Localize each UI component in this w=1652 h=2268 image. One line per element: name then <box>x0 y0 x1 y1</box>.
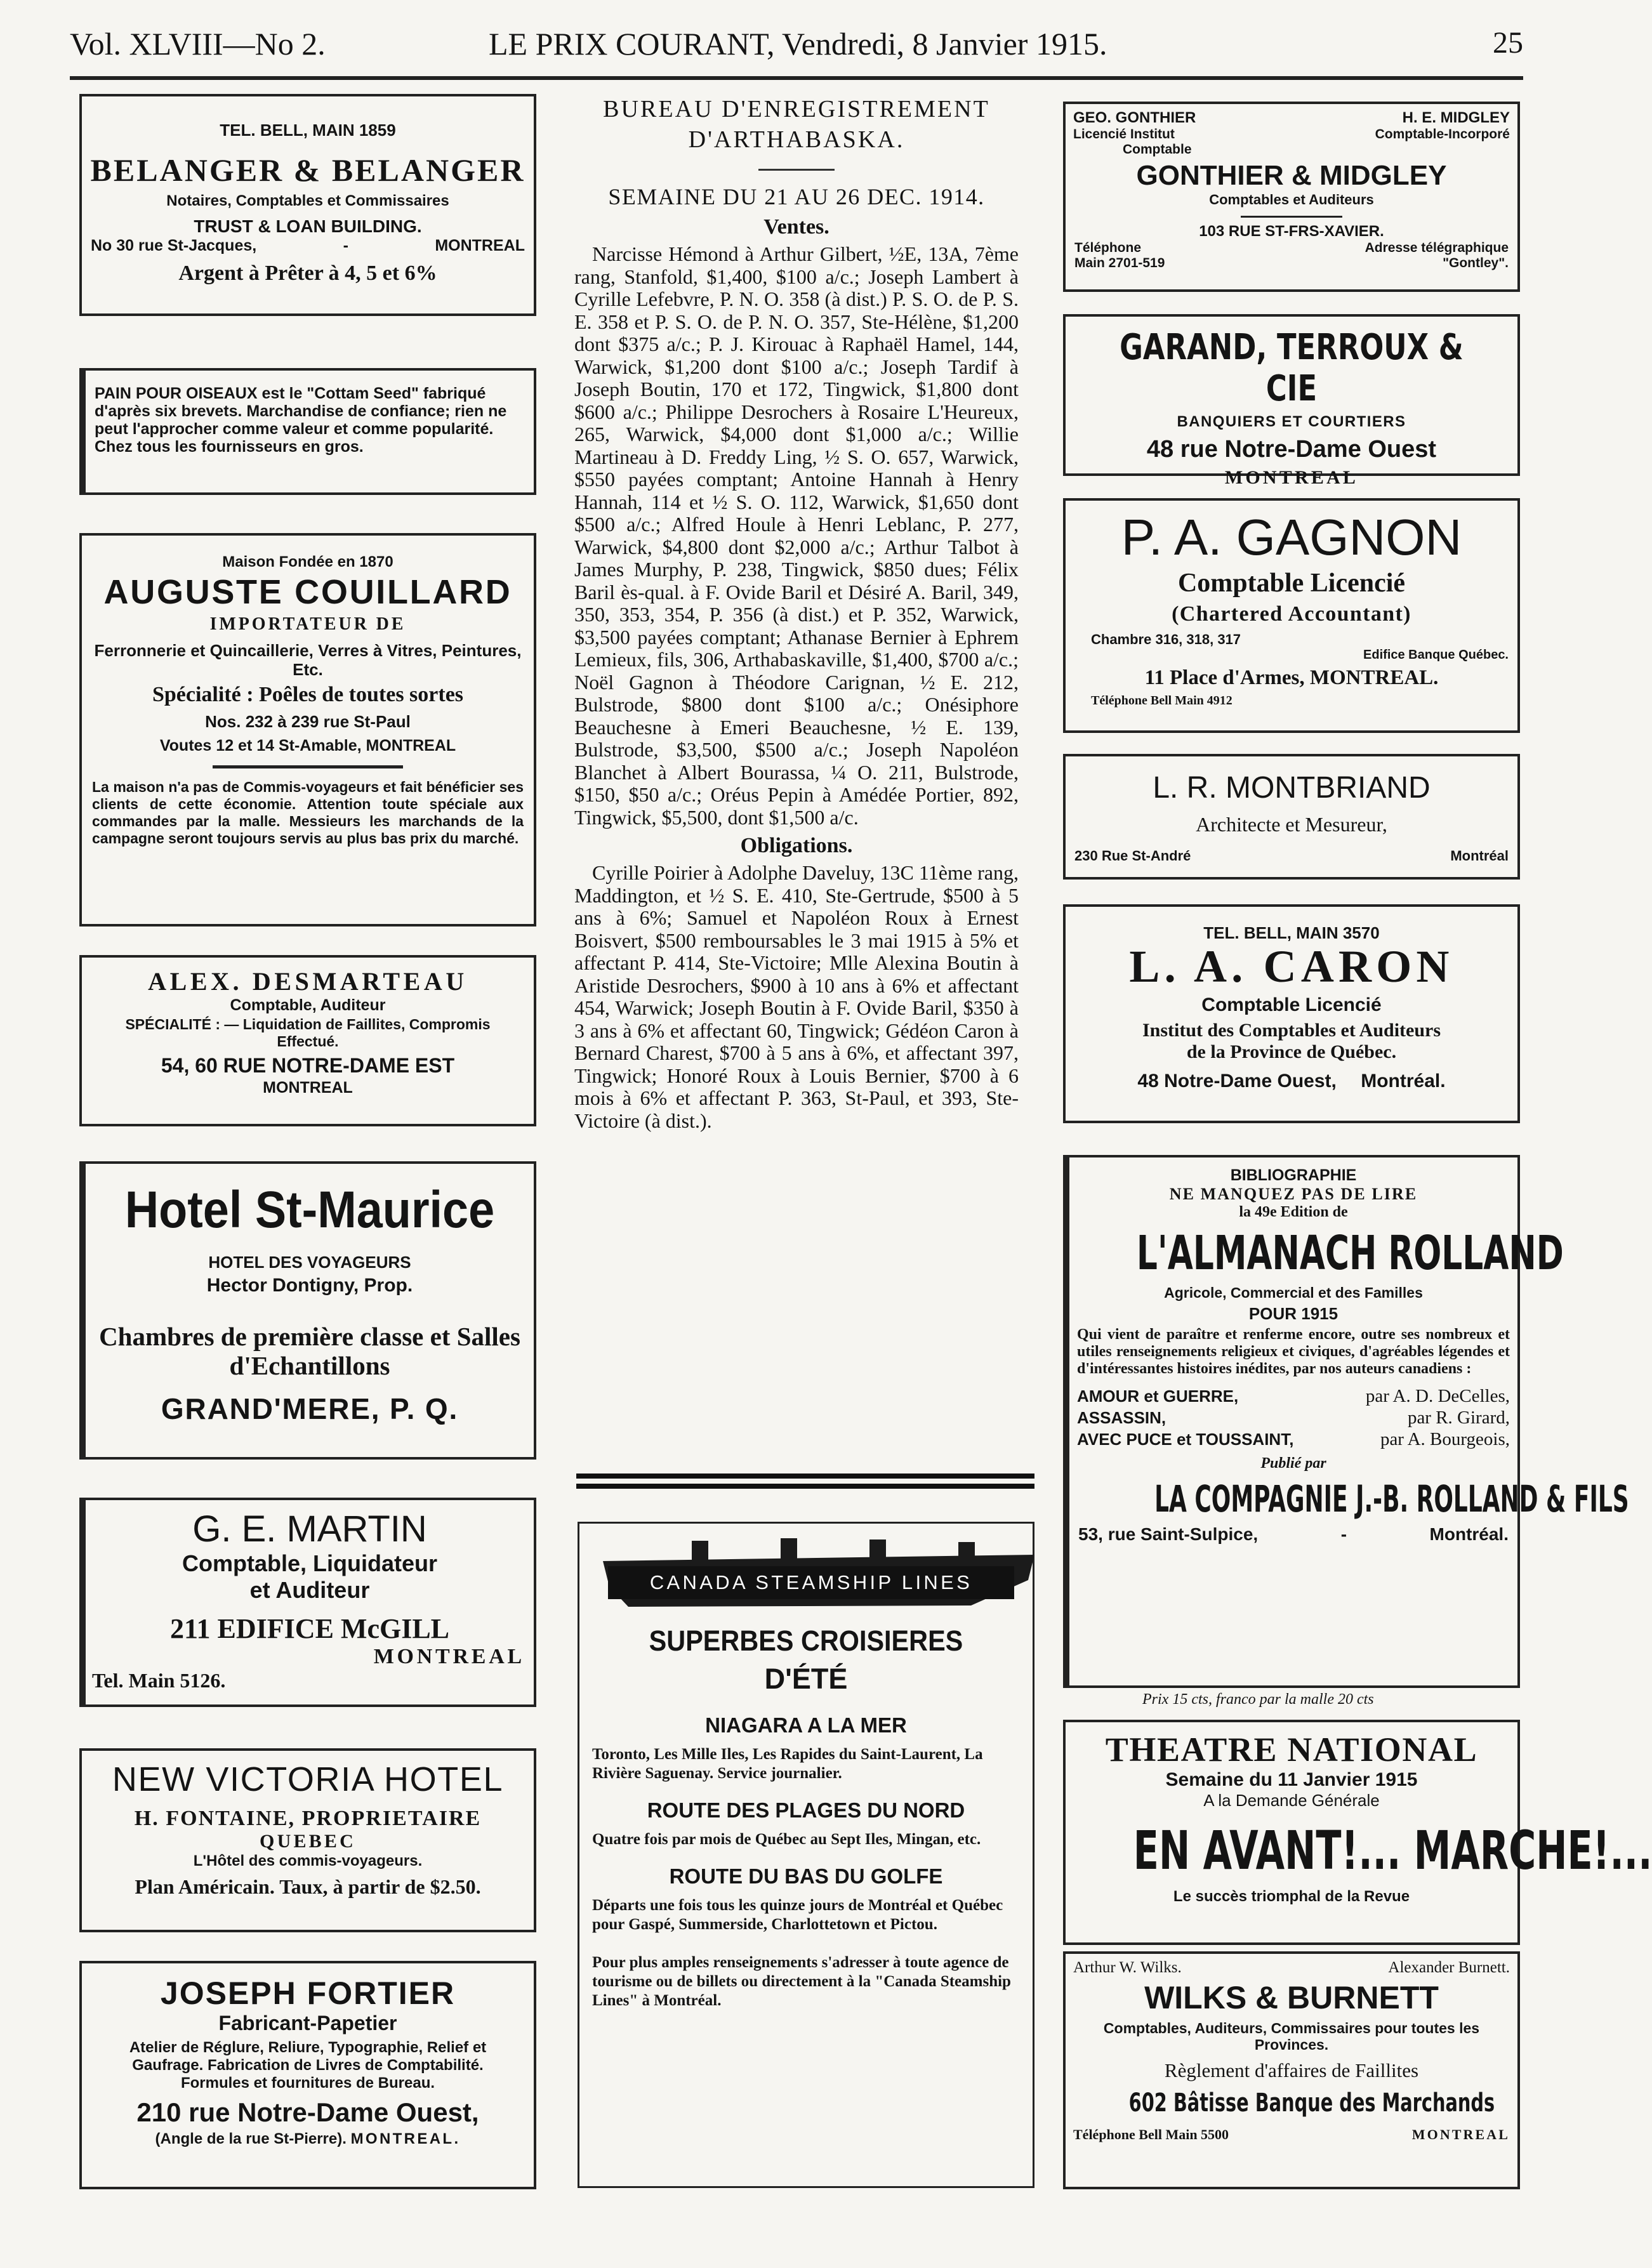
gagnon-rooms: Chambre 316, 318, 317 <box>1091 631 1241 647</box>
gonthier-phone-label: Téléphone <box>1074 241 1142 255</box>
ad-gonthier-midgley <box>1063 102 1520 292</box>
wilks-profession: Comptables, Auditeurs, Commissaires pour toutes les Provinces. <box>1103 2020 1480 2053</box>
belanger-loan: Argent à Prêter à 4, 5 et 6% <box>178 261 437 285</box>
gonthier-firm: GONTHIER & MIDGLEY <box>1136 160 1447 191</box>
fortier-services: Atelier de Réglure, Reliure, Typographie, Relief et Gaufrage. Fabrication de Livres de Comptabilité. Formules et fournitures de Bureau. <box>129 2039 487 2092</box>
gonthier-address: 103 RUE ST-FRS-XAVIER. <box>1199 223 1384 240</box>
newspaper-title: LE PRIX COURANT, Vendredi, 8 Janvier 1915. <box>489 26 1107 62</box>
couillard-divider <box>213 765 403 768</box>
registry-article <box>574 95 1019 1132</box>
belanger-address: No 30 rue St-Jacques, <box>91 237 257 254</box>
ad-gagnon <box>1063 498 1520 733</box>
csl-banner: CANADA STEAMSHIP LINES <box>608 1566 1014 1599</box>
new-victoria-rates: Plan Américain. Taux, à partir de $2.50. <box>135 1875 481 1898</box>
gonthier-names-row <box>1066 104 1517 127</box>
pain-oiseaux-text: PAIN POUR OISEAUX est le "Cottam Seed" fabriqué d'après six brevets. Marchandise de confiance; rien ne peut l'approcher comme valeur et comme popularité. Chez tous les fournisseurs en gros. <box>95 385 507 456</box>
wilks-person-1: Arthur W. Wilks. <box>1073 1959 1182 1976</box>
belanger-phone: TEL. BELL, MAIN 1859 <box>220 121 396 140</box>
couillard-name: AUGUSTE COUILLARD <box>103 573 512 611</box>
montbriand-address-row <box>1066 836 1517 864</box>
almanach-work-title: AVEC PUCE et TOUSSAINT, <box>1077 1430 1294 1449</box>
csl-info: Pour plus amples renseignements s'adresser à toute agence de tourisme ou de billets ou directement à la "Canada Steamship Lines" à Montréal. <box>592 1954 1011 2009</box>
registry-week: SEMAINE DU 21 AU 26 DEC. 1914. <box>608 184 985 209</box>
ad-wilks-burnett <box>1063 1951 1520 2189</box>
gagnon-english: (Chartered Accountant) <box>1172 602 1411 626</box>
fortier-address: 210 rue Notre-Dame Ouest, <box>136 2097 479 2127</box>
wilks-city: MONTREAL <box>1411 2126 1510 2142</box>
registry-divider <box>758 169 835 171</box>
fortier-profession: Fabricant-Papetier <box>218 2012 397 2034</box>
caron-address: 48 Notre-Dame Ouest, <box>1137 1071 1337 1091</box>
gagnon-name: P. A. GAGNON <box>1121 509 1462 565</box>
gonthier-right-title: Comptable-Incorporé <box>1375 127 1510 142</box>
csl-title-1: SUPERBES CROISIERES <box>649 1625 963 1657</box>
csl-route-3: ROUTE DU BAS DU GOLFE <box>669 1864 943 1888</box>
almanach-work-author: par A. D. DeCelles, <box>1365 1386 1510 1406</box>
fortier-corner-row <box>82 2130 534 2148</box>
gonthier-profession: Comptables et Auditeurs <box>1209 192 1374 208</box>
martin-profession: Comptable, Liquidateur <box>182 1550 437 1576</box>
gonthier-values-row <box>1066 256 1517 271</box>
csl-route-1: NIAGARA A LA MER <box>705 1713 907 1737</box>
garand-city: MONTREAL <box>1224 467 1359 488</box>
ad-caron <box>1063 904 1520 1123</box>
sales-heading: Ventes. <box>763 215 829 239</box>
couillard-numbers: Nos. 232 à 239 rue St-Paul <box>205 712 411 731</box>
almanach-work-title: AMOUR et GUERRE, <box>1077 1387 1239 1406</box>
theatre-demand: A la Demande Générale <box>1203 1791 1380 1810</box>
csl-content <box>581 1625 1031 2010</box>
fortier-corner: (Angle de la rue St-Pierre). <box>155 2130 347 2147</box>
almanach-address: 53, rue Saint-Sulpice, <box>1078 1524 1259 1544</box>
volume-number: Vol. XLVIII—No 2. <box>70 26 326 62</box>
ad-almanach-rolland <box>1063 1155 1629 1688</box>
couillard-importer: IMPORTATEUR DE <box>209 614 406 634</box>
montbriand-address: 230 Rue St-André <box>1074 848 1191 864</box>
couillard-goods: Ferronnerie et Quincaillerie, Verres à Vitres, Peintures, Etc. <box>94 641 522 679</box>
fortier-name: JOSEPH FORTIER <box>160 1975 456 2011</box>
almanach-heading: BIBLIOGRAPHIE <box>1230 1166 1357 1184</box>
martin-address: 211 EDIFICE McGILL <box>169 1613 450 1644</box>
gagnon-phone: Téléphone Bell Main 4912 <box>1091 694 1232 708</box>
gonthier-left-title-1: Licencié Institut <box>1073 127 1175 142</box>
ad-martin <box>79 1498 536 1707</box>
gagnon-building: Edifice Banque Québec. <box>1363 648 1509 662</box>
ad-garand-terroux <box>1063 314 1520 488</box>
new-victoria-owner: H. FONTAINE, PROPRIETAIRE <box>134 1807 482 1830</box>
gonthier-telegraph: "Gontley". <box>1443 256 1509 270</box>
gonthier-telegraph-label: Adresse télégraphique <box>1365 241 1509 255</box>
almanach-work-author: par A. Bourgeois, <box>1380 1429 1510 1449</box>
almanach-work-title: ASSASSIN, <box>1077 1408 1166 1427</box>
header-rule <box>70 76 1523 80</box>
caron-institute-1: Institut des Comptables et Auditeurs <box>1142 1020 1441 1041</box>
couillard-notice: La maison n'a pas de Commis-voyageurs et fait bénéficier ses clients de cette économie. Attention toute spéciale aux commandes par la malle. Messieurs les marchands de la campagne seront toujours servis au plus bas prix du marché. <box>92 779 524 847</box>
hotel-st-maurice-rooms: Chambres de première classe et Salles d'Echantillons <box>99 1322 520 1380</box>
almanach-subtitle: Agricole, Commercial et des Familles <box>1164 1284 1423 1301</box>
ad-couillard <box>79 533 536 926</box>
wilks-firm: WILKS & BURNETT <box>1144 1980 1439 2015</box>
new-victoria-city: QUEBEC <box>260 1831 356 1852</box>
belanger-city: MONTREAL <box>435 237 525 254</box>
ad-fortier <box>79 1961 536 2189</box>
section-rule-1 <box>576 1474 1034 1479</box>
fortier-city: MONTREAL. <box>350 2130 461 2147</box>
gonthier-left-title-2: Comptable <box>1123 142 1192 157</box>
couillard-specialty: Spécialité : Poêles de toutes sortes <box>152 683 464 706</box>
almanach-title: L'ALMANACH ROLLAND <box>1136 1226 1564 1281</box>
caron-institute-2: de la Province de Québec. <box>1186 1041 1397 1062</box>
gonthier-divider <box>1241 216 1342 218</box>
gonthier-left-name: GEO. GONTHIER <box>1073 109 1196 126</box>
belanger-name: BELANGER & BELANGER <box>90 152 525 188</box>
obligations-heading: Obligations. <box>740 834 853 857</box>
desmarteau-profession: Comptable, Auditeur <box>230 996 386 1014</box>
almanach-work-row <box>1077 1407 1510 1428</box>
garand-address: 48 rue Notre-Dame Ouest <box>1146 436 1437 463</box>
almanach-edition: la 49e Edition de <box>1239 1204 1348 1220</box>
theatre-week: Semaine du 11 Janvier 1915 <box>1165 1769 1418 1790</box>
garand-name: GARAND, TERROUX & CIE <box>1120 327 1464 409</box>
almanach-work-author: par R. Girard, <box>1407 1408 1510 1428</box>
belanger-address-row <box>82 237 534 255</box>
ad-hotel-st-maurice <box>79 1161 536 1460</box>
garand-profession: BANQUIERS ET COURTIERS <box>1177 413 1406 430</box>
almanach-publie: Publié par <box>1260 1455 1326 1472</box>
almanach-line-2: NE MANQUEZ PAS DE LIRE <box>1169 1185 1418 1203</box>
martin-profession-2: et Auditeur <box>249 1577 370 1603</box>
obligations-text: Cyrille Poirier à Adolphe Daveluy, 13C 11ème rang, Maddington, et ½ S. E. 410, Ste-Gertrude, $500 à 5 ans à 6%; Samuel et Napoléon Roux à Ernest Boisvert, $500 remboursables le 3 mai 1915 à 5% et affectant P. 414, Ste-Victoire; Mlle Alexina Boutin à Aristide Desrochers, $900 à 10 ans à 6% et affectant 454, Warwick; Joseph Boutin à F. Ovide Baril, $350 à 3 ans à 6% et affectant 60, Tingwick; Gédéon Caron à Bernard Charest, $700 à 5 ans à 6%, et affectant 397, Tingwick; Honoré Roux à Louis Bernier, $700 à 6 mois à 6% et affectant P. 363, St-Paul, et 393, Ste-Victoire (à dist.). <box>574 861 1019 1132</box>
desmarteau-city: MONTREAL <box>263 1079 353 1097</box>
csl-title-2: D'ÉTÉ <box>764 1663 848 1695</box>
csl-route-2: ROUTE DES PLAGES DU NORD <box>647 1798 965 1822</box>
martin-city: MONTREAL <box>373 1645 525 1668</box>
registry-title-2: D'ARTHABASKA. <box>688 126 905 153</box>
ad-belanger <box>79 94 536 316</box>
martin-phone: Tel. Main 5126. <box>92 1669 226 1692</box>
almanach-works <box>1077 1385 1510 1450</box>
couillard-founded: Maison Fondée en 1870 <box>222 553 393 570</box>
gonthier-phone: Main 2701-519 <box>1074 256 1165 270</box>
almanach-text: Qui vient de paraître et renferme encore, outre ses nombreux et utiles renseignements religieux et civiques, d'agréables légendes et d'intéressantes histoires inédites, par nos auteurs canadiens : <box>1077 1326 1510 1377</box>
belanger-dash: - <box>343 237 348 254</box>
csl-route-2-text: Quatre fois par mois de Québec au Sept Iles, Mingan, etc. <box>592 1831 981 1848</box>
montbriand-name: L. R. MONTBRIAND <box>1153 771 1431 805</box>
belanger-profession: Notaires, Comptables et Commissaires <box>166 192 449 209</box>
ad-new-victoria <box>79 1748 536 1932</box>
wilks-building: 602 Bâtisse Banque des Marchands <box>1128 2088 1495 2118</box>
wilks-footer-row <box>1066 2118 1517 2143</box>
almanach-dash: - <box>1340 1524 1347 1544</box>
registry-title-1: BUREAU D'ENREGISTREMENT <box>603 96 990 122</box>
theatre-show: EN AVANT!... MARCHE!... <box>1133 1819 1652 1882</box>
almanach-address-row <box>1069 1520 1517 1545</box>
wilks-phone: Téléphone Bell Main 5500 <box>1073 2126 1229 2142</box>
almanach-city: Montréal. <box>1429 1524 1509 1544</box>
ad-pain-oiseaux <box>79 368 536 495</box>
theatre-tagline: Le succès triomphal de la Revue <box>1173 1888 1410 1905</box>
almanach-work-row <box>1077 1428 1510 1450</box>
sales-text: Narcisse Hémond à Arthur Gilbert, ½E, 13A, 7ème rang, Stanfold, $1,400, $100 a/c.; Joseph Lambert à Cyrille Lefebvre, P. N. O. 358 (à dist.) P. S. O. de P. S. E. 358 et P. S. O. de P. N. O. 357, Ste-Hélène, $1,200 dont $375 a/c.; P. J. Kirouac à Raphaël Hamel, 144, Warwick, $1,200 dont $100 a/c.; Joseph Tardif à Joseph Boutin, 170 et 172, Tingwick, $1,800 dont $600 a/c.; Philippe Desrochers à Rosaire L'Heureux, 265, Warwick, $4,000 dont $1,000 a/c.; Willie Martineau à D. Freddy Ling, ½ S. O. 657, Warwick, $550 payées comptant; Antoine Hannah à Henry Hannah, 114 et ½ S. O. 112, Warwick, $1,650 dont $500 a/c.; Alfred Houle à Henri Leblanc, P. 277, Warwick, $4,800 dont $2,000 a/c.; Arthur Talbot à James Murphy, P. 238, Tingwick, $850 dues; Félix Baril ès-qual. à F. Ovide Baril et Désiré A. Baril, 349, 350, 353, 354, P. 356 (à dist.) et P. 352, Warwick, $3,500 payées comptant; Athanase Bernier à Ephrem Lemieux, fils, 306, Arthabaskaville, $1,400, $700 a/c.; Noël Gagnon à Théodore Carignan, ½ E. 212, Bulstrode, $800 dont $100 a/c.; Onésiphore Beauchesne à Emeri Beauchesne, ½ E. 139, Bulstrode, $3,500, $500 a/c.; Joseph Napoléon Blanchet à Albert Bourassa, ¼ O. 211, Bulstrode, $150, $50 a/c.; Oréus Pepin à Amédée Portier, 892, Tingwick, $5,500, dont $1,500 a/c. <box>574 242 1019 829</box>
hotel-st-maurice-tagline: HOTEL DES VOYAGEURS <box>208 1253 411 1272</box>
ad-montbriand <box>1063 754 1520 880</box>
caron-name: L. A. CARON <box>1129 941 1454 992</box>
caron-profession: Comptable Licencié <box>1201 994 1382 1015</box>
section-rule-2 <box>576 1484 1034 1489</box>
desmarteau-specialty: SPÉCIALITÉ : — Liquidation de Faillites, Compromis Effectué. <box>125 1016 491 1050</box>
gagnon-profession: Comptable Licencié <box>1177 569 1406 598</box>
new-victoria-tagline: L'Hôtel des commis-voyageurs. <box>193 1852 423 1869</box>
almanach-publisher: LA COMPAGNIE J.-B. ROLLAND & FILS <box>1154 1477 1629 1520</box>
gonthier-titles-row <box>1066 127 1517 142</box>
page-header <box>70 14 1523 84</box>
martin-name: G. E. MARTIN <box>192 1508 427 1550</box>
almanach-price: Prix 15 cts, franco par la malle 20 cts <box>1142 1691 1374 1708</box>
hotel-st-maurice-name: Hotel St-Maurice <box>124 1181 495 1239</box>
caron-phone: TEL. BELL, MAIN 3570 <box>1203 923 1380 942</box>
gonthier-right-name: H. E. MIDGLEY <box>1402 109 1510 126</box>
caron-address-row <box>1066 1071 1517 1092</box>
almanach-work-row <box>1077 1385 1510 1407</box>
ad-theatre-national <box>1063 1720 1652 1945</box>
hotel-st-maurice-owner: Hector Dontigny, Prop. <box>206 1275 413 1296</box>
gagnon-address: 11 Place d'Armes, MONTREAL. <box>1144 666 1439 689</box>
desmarteau-address: 54, 60 RUE NOTRE-DAME EST <box>161 1054 455 1077</box>
page-number: 25 <box>1493 26 1523 60</box>
almanach-year: POUR 1915 <box>1248 1304 1338 1323</box>
csl-route-3-text: Départs une fois tous les quinze jours de Montréal et Québec pour Gaspé, Summerside, Charlottetown et Pictou. <box>592 1897 1003 1933</box>
montbriand-city: Montréal <box>1450 848 1509 864</box>
caron-city: Montréal. <box>1361 1071 1446 1091</box>
wilks-person-2: Alexander Burnett. <box>1388 1959 1510 1976</box>
desmarteau-name: ALEX. DESMARTEAU <box>148 967 468 996</box>
wilks-service: Règlement d'affaires de Faillites <box>1164 2059 1419 2081</box>
gonthier-labels-row <box>1066 241 1517 256</box>
belanger-building: TRUST & LOAN BUILDING. <box>194 216 422 236</box>
wilks-persons-row <box>1066 1954 1517 1977</box>
ad-desmarteau <box>79 955 536 1126</box>
csl-route-1-text: Toronto, Les Mille Iles, Les Rapides du Saint-Laurent, La Rivière Saguenay. Service journalier. <box>592 1746 983 1782</box>
hotel-st-maurice-town: GRAND'MERE, P. Q. <box>161 1392 459 1425</box>
theatre-name: THEATRE NATIONAL <box>1105 1731 1478 1769</box>
montbriand-profession: Architecte et Mesureur, <box>1196 813 1387 836</box>
new-victoria-name: NEW VICTORIA HOTEL <box>112 1760 504 1798</box>
couillard-vaults: Voutes 12 et 14 St-Amable, MONTREAL <box>159 737 456 755</box>
